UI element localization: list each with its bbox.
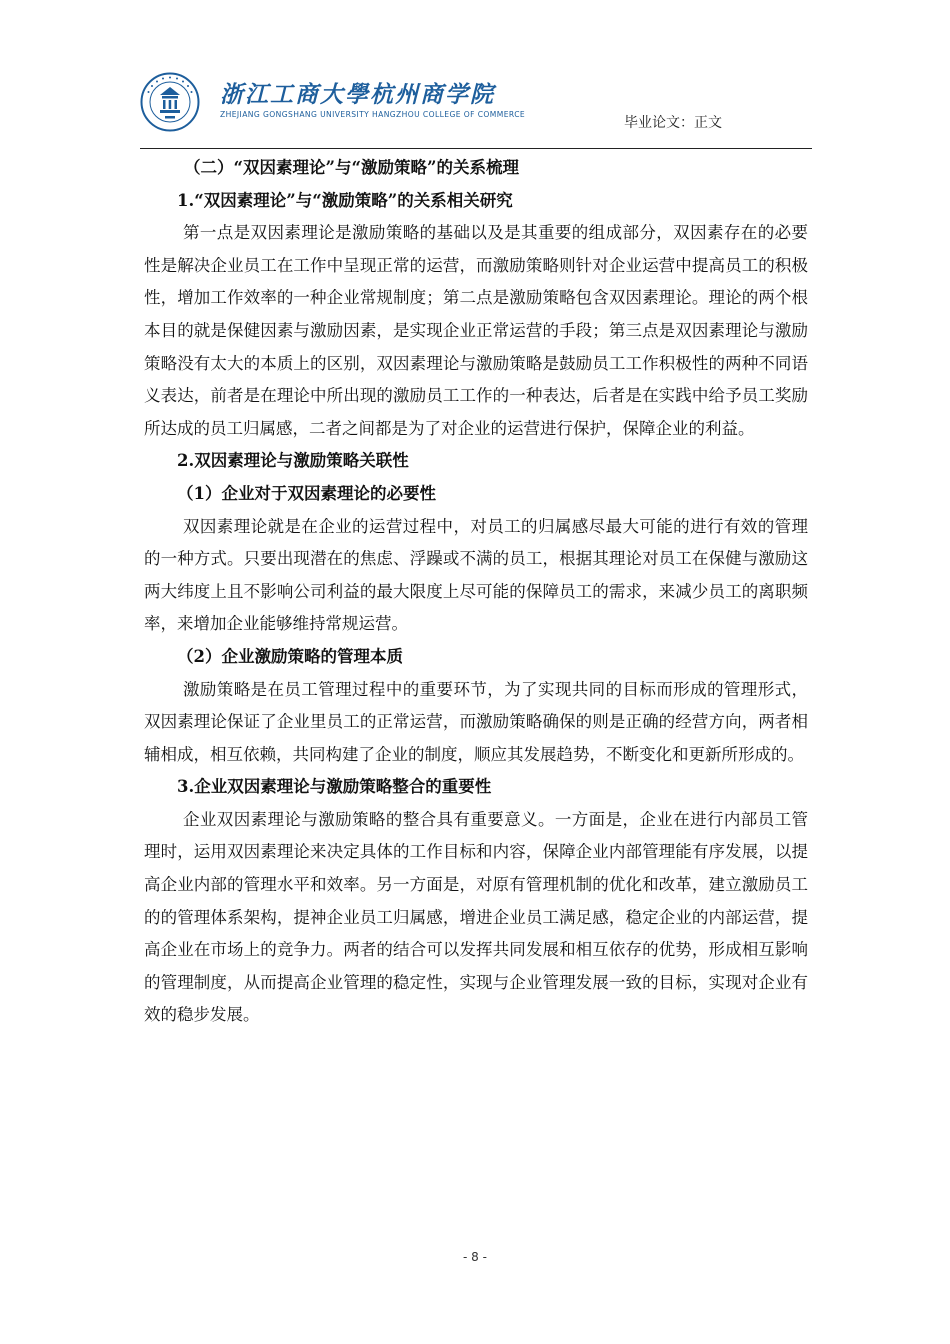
paragraph-2-1: 双因素理论就是在企业的运营过程中，对员工的归属感尽最大可能的进行有效的管理的一种方式。只要出现潜在的焦虑、浮躁或不满的员工，根据其理论对员工在保健与激励这两大纬度上且不影响公司利益的最大限度上尽可能的保障员工的需求，来减少员工的离职频率，来增加企业能够维持常规运营。 <box>144 516 808 634</box>
subsection-heading-3: 3.企业双因素理论与激励策略整合的重要性 <box>177 777 492 797</box>
page-header <box>140 60 812 152</box>
sub-subsection-heading-2-1: （1）企业对于双因素理论的必要性 <box>177 483 436 503</box>
paragraph-1: 第一点是双因素理论是激励策略的基础以及是其重要的组成部分，双因素存在的必要性是解决企业员工在工作中呈现正常的运营，而激励策略则针对企业运营中提高员工的积极性，增加工作效率的一种企业常规制度；第二点是激励策略包含双因素理论。理论的两个根本目的就是保健因素与激励因素，是实现企业正常运营的手段；第三点是双因素理论与激励策略没有太大的本质上的区别，双因素理论与激励策略是鼓励员工工作积极性的两种不同语义表达，前者是在理论中所出现的激励员工工作的一种表达，后者是在实践中给予员工奖励所达成的员工归属感，二者之间都是为了对企业的运营进行保护，保障企业的利益。 <box>144 223 808 438</box>
subsection-heading-1: 1.“双因素理论”与“激励策略”的关系相关研究 <box>177 190 513 210</box>
header-divider <box>140 148 812 149</box>
paragraph-3: 企业双因素理论与激励策略的整合具有重要意义。一方面是，企业在进行内部员工管理时，运用双因素理论来决定具体的工作目标和内容，保障企业内部管理能有序发展，以提高企业内部的管理水平和效率。另一方面是，对原有管理机制的优化和改革，建立激励员工的的管理体系架构，提神企业员工归属感，增进企业员工满足感，稳定企业的内部运营，提高企业在市场上的竞争力。两者的结合可以发挥共同发展和相互依存的优势，形成相互影响的管理制度，从而提高企业管理的稳定性，实现与企业管理发展一致的目标，实现对企业有效的稳步发展。 <box>144 809 808 1025</box>
sub-subsection-heading-2-2: （2）企业激励策略的管理本质 <box>177 646 403 666</box>
university-seal-icon <box>140 72 200 132</box>
university-logo <box>220 82 525 119</box>
university-name-en: ZHEJIANG GONGSHANG UNIVERSITY HANGZHOU COLLEGE OF COMMERCE <box>220 110 526 119</box>
paragraph-2-2: 激励策略是在员工管理过程中的重要环节，为了实现共同的目标而形成的管理形式，双因素理论保证了企业里员工的正常运营，而激励策略确保的则是正确的经营方向，两者相辅相成，相互依赖，共同构建了企业的制度，顺应其发展趋势，不断变化和更新所形成的。 <box>144 679 808 764</box>
university-name-cn: 浙江工商大學杭州商学院 <box>220 81 495 108</box>
subsection-heading-2: 2.双因素理论与激励策略关联性 <box>177 451 409 471</box>
page-number: - 8 - <box>463 1250 487 1264</box>
thesis-body <box>144 152 808 1032</box>
section-heading: （二）“双因素理论”与“激励策略”的关系梳理 <box>184 158 519 177</box>
document-type-label: 毕业论文：正文 <box>624 115 722 131</box>
